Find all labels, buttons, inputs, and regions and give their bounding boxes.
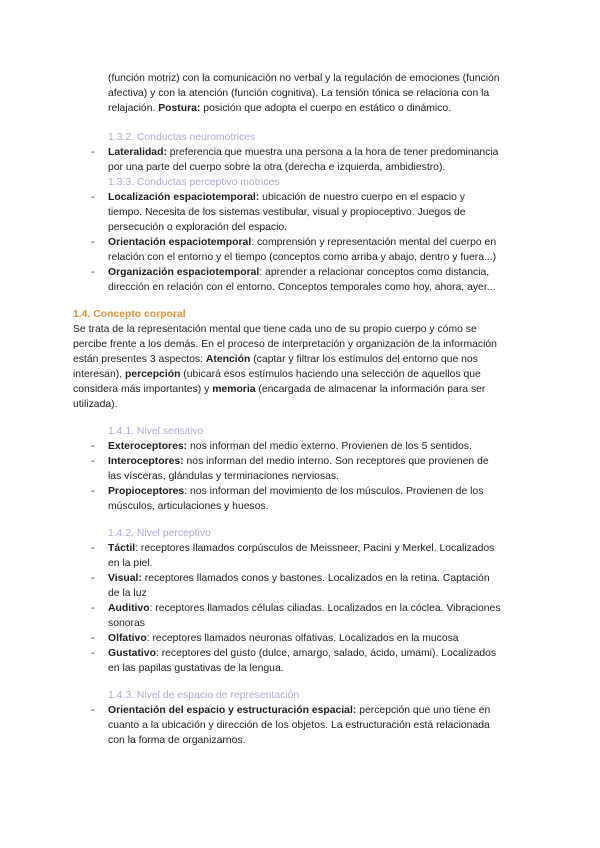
bullet-localizacion-cont-1: tiempo. Necesita de los sistemas vestibular, visual y propioceptivo. Juegos de: [108, 207, 466, 218]
bullet-visual-cont: de la luz: [108, 588, 147, 599]
bullet-orientacion-cont: relación con el entorno y el tiempo (conceptos como arriba y abajo, dentro y fuera...): [108, 252, 497, 263]
intro-line-1: (función motriz) con la comunicación no verbal y la regulación de emociones (función: [108, 73, 500, 84]
bullet-marker: -: [91, 486, 95, 497]
bullet-marker: -: [91, 267, 95, 278]
bullet-gustativo: Gustativo: receptores del gusto (dulce, amargo, salado, ácido, umami). Localizados: [108, 648, 497, 659]
bullet-marker: -: [91, 192, 95, 203]
bullet-interoceptores: Interoceptores: nos informan del medio interno. Son receptores que provienen de: [108, 456, 489, 467]
bullet-auditivo: Auditivo: receptores llamados células ciliadas. Localizados en la cóclea. Vibraciones: [108, 603, 501, 614]
bullet-marker: -: [91, 705, 95, 716]
bullet-propioceptores: Propioceptores: nos informan del movimiento de los músculos. Provienen de los: [108, 486, 484, 497]
heading-1-4-3: 1.4.3. Nivel de espacio de representación: [108, 690, 300, 701]
para-1-4-line-1: Se trata de la representación mental que tiene cada uno de su propio cuerpo y cómo se: [73, 324, 477, 335]
intro-line-3: relajación. Postura: posición que adopta el cuerpo en estático o dinámico.: [108, 103, 452, 114]
bullet-marker: -: [91, 573, 95, 584]
para-1-4-line-6: utilizada).: [73, 399, 118, 410]
bullet-lateralidad: Lateralidad: preferencia que muestra una persona a la hora de tener predominancia: [108, 147, 499, 158]
bullet-marker: -: [91, 441, 95, 452]
bullet-orientacion-espacio: Orientación del espacio y estructuración espacial: percepción que uno tiene en: [108, 705, 491, 716]
bullet-marker: -: [91, 543, 95, 554]
heading-1-4-1: 1.4.1. Nivel sensitivo: [108, 426, 204, 437]
para-1-4-line-5: considera más importantes) y memoria (encargada de almacenar la información para ser: [73, 384, 486, 395]
heading-1-3-3: 1.3.3. Conductas perceptivo motrices: [108, 177, 280, 188]
bullet-orientacion-espacio-cont-2: con la forma de organizarnos.: [108, 735, 246, 746]
bullet-marker: -: [91, 147, 95, 158]
para-1-4-line-3: están presentes 3 aspectos: Atención (captar y filtrar los estímulos del entorno que nos: [73, 354, 478, 365]
para-1-4-line-2: percibe frente a los demás. En el proceso de interpretación y organización de la información: [73, 339, 497, 350]
bullet-marker: -: [91, 603, 95, 614]
bullet-organizacion: Organización espaciotemporal: aprender a relacionar conceptos como distancia,: [108, 267, 490, 278]
heading-1-3-2: 1.3.2. Conductas neuromotrices: [108, 132, 256, 143]
bullet-marker: -: [91, 633, 95, 644]
bullet-marker: -: [91, 648, 95, 659]
bullet-orientacion: Orientación espaciotemporal: comprensión y representación mental del cuerpo en: [108, 237, 497, 248]
bullet-tactil: Táctil: receptores llamados corpúsculos de Meissneer, Pacini y Merkel. Localizados: [108, 543, 495, 554]
heading-1-4: 1.4. Concepto corporal: [73, 309, 186, 320]
intro-line-2: afectiva) y con la atención (función cognitiva). La tensión tónica se relaciona con la: [108, 88, 490, 99]
bullet-auditivo-cont: sonoras: [108, 618, 145, 629]
bullet-marker: -: [91, 237, 95, 248]
heading-1-4-2: 1.4.2. Nivel perceptivo: [108, 528, 211, 539]
bullet-propioceptores-cont: músculos, articulaciones y huesos.: [108, 501, 269, 512]
bullet-orientacion-espacio-cont-1: cuanto a la ubicación y dirección de los objetos. La estructuración está relacionada: [108, 720, 490, 731]
bullet-marker: -: [91, 456, 95, 467]
para-1-4-line-4: interesan), percepción (ubicará esos estímulos haciendo una selección de aquellos que: [73, 369, 481, 380]
bullet-localizacion-cont-2: persecución o exploración del espacio.: [108, 222, 288, 233]
bullet-organizacion-cont: dirección en relación con el entorno. Conceptos temporales como hoy, ahora, ayer...: [108, 282, 496, 293]
bullet-lateralidad-cont: por una parte del cuerpo sobre la otra (derecha e izquierda, ambidiestro).: [108, 162, 446, 173]
bullet-visual: Visual: receptores llamados conos y bastones. Localizados en la retina. Captación: [108, 573, 490, 584]
bullet-gustativo-cont: en las papilas gustativas de la lengua.: [108, 663, 284, 674]
bullet-localizacion: Localización espaciotemporal: ubicación de nuestro cuerpo en el espacio y: [108, 192, 465, 203]
term-postura: Postura:: [158, 103, 201, 114]
bullet-tactil-cont: en la piel.: [108, 558, 153, 569]
bullet-exteroceptores: Exteroceptores: nos informan del medio externo. Provienen de los 5 sentidos.: [108, 441, 472, 452]
bullet-interoceptores-cont: las vísceras, glándulas y terminaciones nerviosas.: [108, 471, 340, 482]
bullet-olfativo: Olfativo: receptores llamados neuronas olfativas. Localizados en la mucosa: [108, 633, 459, 644]
